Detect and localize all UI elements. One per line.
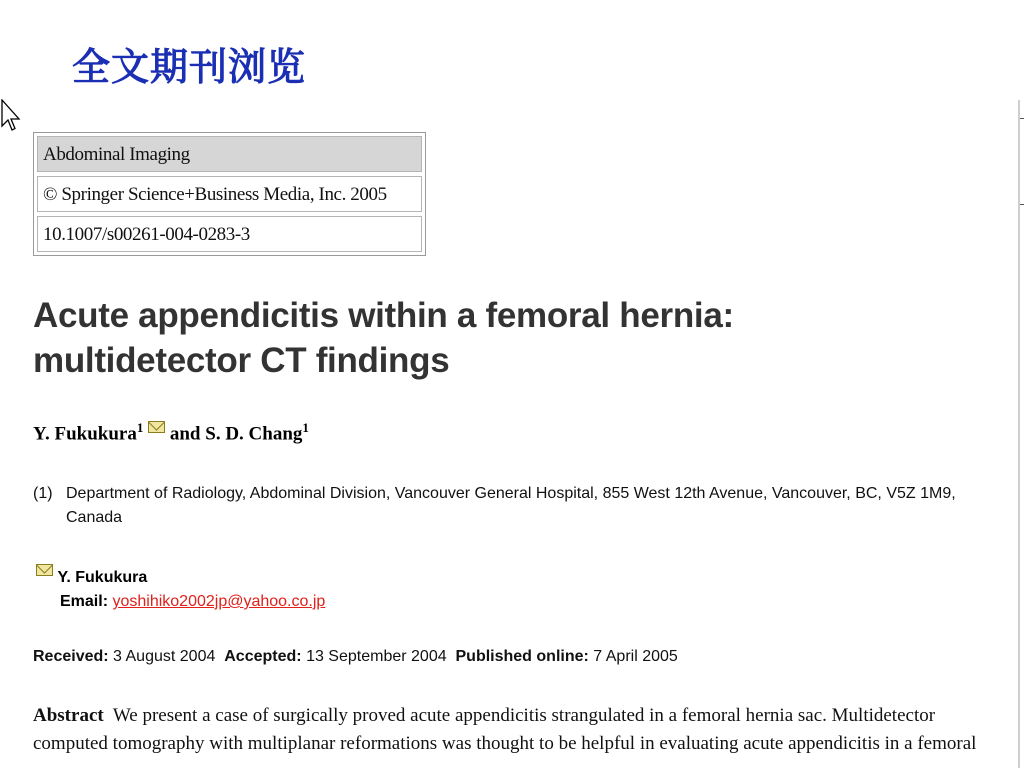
- article-title: [33, 293, 933, 383]
- scroll-tick: [1020, 118, 1024, 119]
- article-title-line-1: Acute appendicitis within a femoral hernia:: [33, 296, 734, 335]
- copyright-notice: © Springer Science+Business Media, Inc. 2005: [37, 176, 422, 212]
- page-frame-scrollbar[interactable]: [1018, 100, 1020, 768]
- abstract: [33, 702, 998, 758]
- contact-name: Y. Fukukura: [57, 569, 148, 586]
- affiliation-text: Department of Radiology, Abdominal Division, Vancouver General Hospital, 855 West 12th Avenue, Vancouver, BC, V5Z 1M9, Canada: [66, 485, 956, 526]
- author-list: [33, 420, 309, 445]
- affiliation-number: (1): [33, 485, 53, 502]
- envelope-icon: [36, 564, 53, 576]
- corresponding-author: [36, 564, 325, 614]
- publication-dates: [33, 648, 678, 666]
- affiliation-marker: 1: [136, 420, 144, 435]
- affiliation-marker: 1: [302, 420, 309, 435]
- affiliation: [33, 482, 983, 530]
- accepted-label: Accepted:: [224, 648, 302, 665]
- email-label: Email:: [60, 593, 109, 610]
- abstract-label: Abstract: [33, 705, 104, 726]
- published-date: 7 April 2005: [593, 648, 678, 665]
- received-date: 3 August 2004: [113, 648, 216, 665]
- abstract-text: We present a case of surgically proved acute appendicitis strangulated in a femoral hernia sac. Multidetector computed tomography with multiplanar reformations was thought to be helpful in evaluating acute appendicitis in a femoral: [33, 705, 977, 754]
- published-label: Published online:: [455, 648, 589, 665]
- mouse-pointer-icon: [1, 99, 21, 133]
- email-link[interactable]: yoshihiko2002jp@yahoo.co.jp: [112, 593, 326, 610]
- author-connector: and: [169, 423, 201, 445]
- received-label: Received:: [33, 648, 109, 665]
- slide-title: 全文期刊浏览: [72, 44, 307, 89]
- author-name[interactable]: Y. Fukukura: [33, 423, 137, 445]
- envelope-icon[interactable]: [148, 421, 165, 433]
- journal-name[interactable]: Abdominal Imaging: [37, 136, 422, 172]
- article-title-line-2: multidetector CT findings: [33, 341, 450, 380]
- doi[interactable]: 10.1007/s00261-004-0283-3: [37, 216, 422, 252]
- journal-info-table: [33, 132, 426, 256]
- author-name[interactable]: S. D. Chang: [205, 423, 303, 445]
- scroll-tick: [1020, 204, 1024, 205]
- accepted-date: 13 September 2004: [306, 648, 447, 665]
